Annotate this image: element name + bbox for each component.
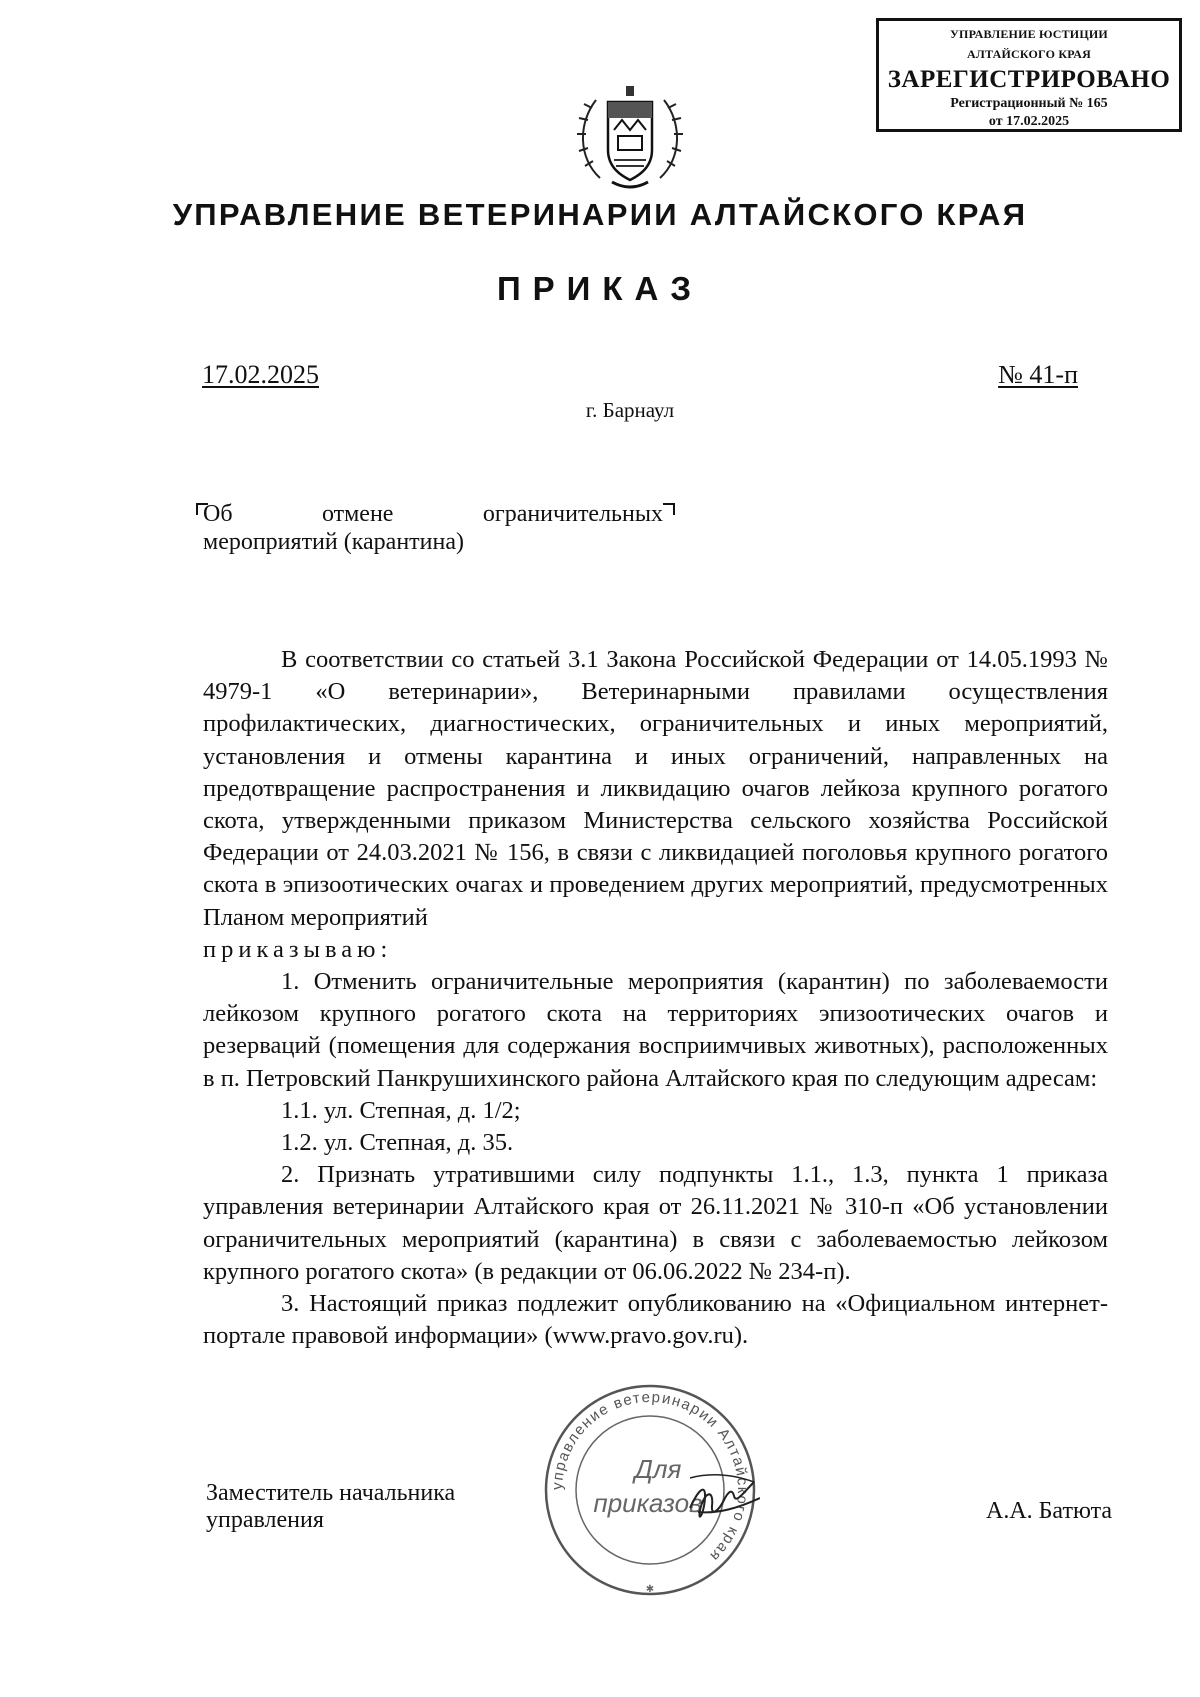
coat-of-arms-icon xyxy=(570,78,690,196)
subject-bracket-left xyxy=(196,503,208,515)
document-city: г. Барнаул xyxy=(585,398,675,422)
order-item-1-2: 1.2. ул. Степная, д. 35. xyxy=(281,1129,514,1157)
organization-title: УПРАВЛЕНИЕ ВЕТЕРИНАРИИ АЛТАЙСКОГО КРАЯ xyxy=(172,197,1028,232)
subject-word-3: ограничительных xyxy=(482,501,663,527)
subject-bracket-right xyxy=(663,503,675,515)
order-item-2: 2. Признать утратившими силу подпункты 1.1., 1.3, пункта 1 приказа управления ветеринарии Алтайского края от 26.11.2021 № 310-п «Об установлении ограничительных мероприятий (карантина) в связи с заболеваемостью лейкозом крупного рогатого скота» (в редакции от 06.06.2022 № 234-п). xyxy=(203,1161,1108,1285)
document-type: ПРИКАЗ xyxy=(496,270,704,307)
registration-org-region: АЛТАЙСКОГО КРАЯ xyxy=(967,47,1091,61)
seal-ring-text: управление ветеринарии Алтайского края xyxy=(548,1388,752,1566)
document-body xyxy=(203,644,1108,1352)
registration-stamp xyxy=(876,18,1182,132)
order-item-1: 1. Отменить ограничительные мероприятия (карантин) по заболеваемости лейкозом крупного рогатого скота на территориях эпизоотических очагов и резерваций (помещения для содержания восприимчивых животных), расположенных в п. Петровский Панкрушихинского района Алтайского края по следующим адресам: xyxy=(203,968,1108,1092)
subject-word-1: Об xyxy=(203,501,233,527)
document-date: 17.02.2025 xyxy=(202,360,319,389)
signer-position-line-2: управления xyxy=(206,1507,324,1533)
registration-org: УПРАВЛЕНИЕ ЮСТИЦИИ xyxy=(950,27,1108,41)
order-item-3: 3. Настоящий приказ подлежит опубликованию на «Официальном интернет-портале правовой информации» (www.pravo.gov.ru). xyxy=(203,1290,1108,1350)
preamble-paragraph: В соответствии со статьей 3.1 Закона Российской Федерации от 14.05.1993 № 4979-1 «О ветеринарии», Ветеринарными правилами осуществления профилактических, диагностических, ограничительных и иных мероприятий, установления и отмены карантина и иных ограничений, направленных на предотвращение распространения и ликвидацию очагов лейкоза крупного рогатого скота, утвержденными приказом Министерства сельского хозяйства Российской Федерации от 24.03.2021 № 156, в связи с ликвидацией поголовья крупного рогатого скота в эпизоотических очагах и проведением других мероприятий, предусмотренных Планом мероприятий xyxy=(203,646,1108,931)
subject-line-2: мероприятий (карантина) xyxy=(203,529,464,555)
signer-name: А.А. Батюта xyxy=(985,1498,1112,1524)
order-item-1-1: 1.1. ул. Степная, д. 1/2; xyxy=(281,1096,521,1124)
signer-position-line-1: Заместитель начальника xyxy=(206,1480,456,1506)
svg-text:✱: ✱ xyxy=(645,1584,655,1595)
document-number: № 41-п xyxy=(998,360,1078,389)
official-seal xyxy=(540,1380,760,1600)
seal-center-line-1: Для xyxy=(634,1454,682,1484)
registration-date: от 17.02.2025 xyxy=(988,114,1070,129)
registration-number: Регистрационный № 165 xyxy=(950,96,1108,111)
subject-word-2: отмене xyxy=(321,501,394,527)
seal-center-line-2: приказов xyxy=(593,1488,703,1518)
document-subject xyxy=(203,500,663,556)
registration-status: ЗАРЕГИСТРИРОВАНО xyxy=(887,66,1171,93)
order-word: приказываю: xyxy=(203,935,393,963)
signer-position xyxy=(206,1480,455,1534)
